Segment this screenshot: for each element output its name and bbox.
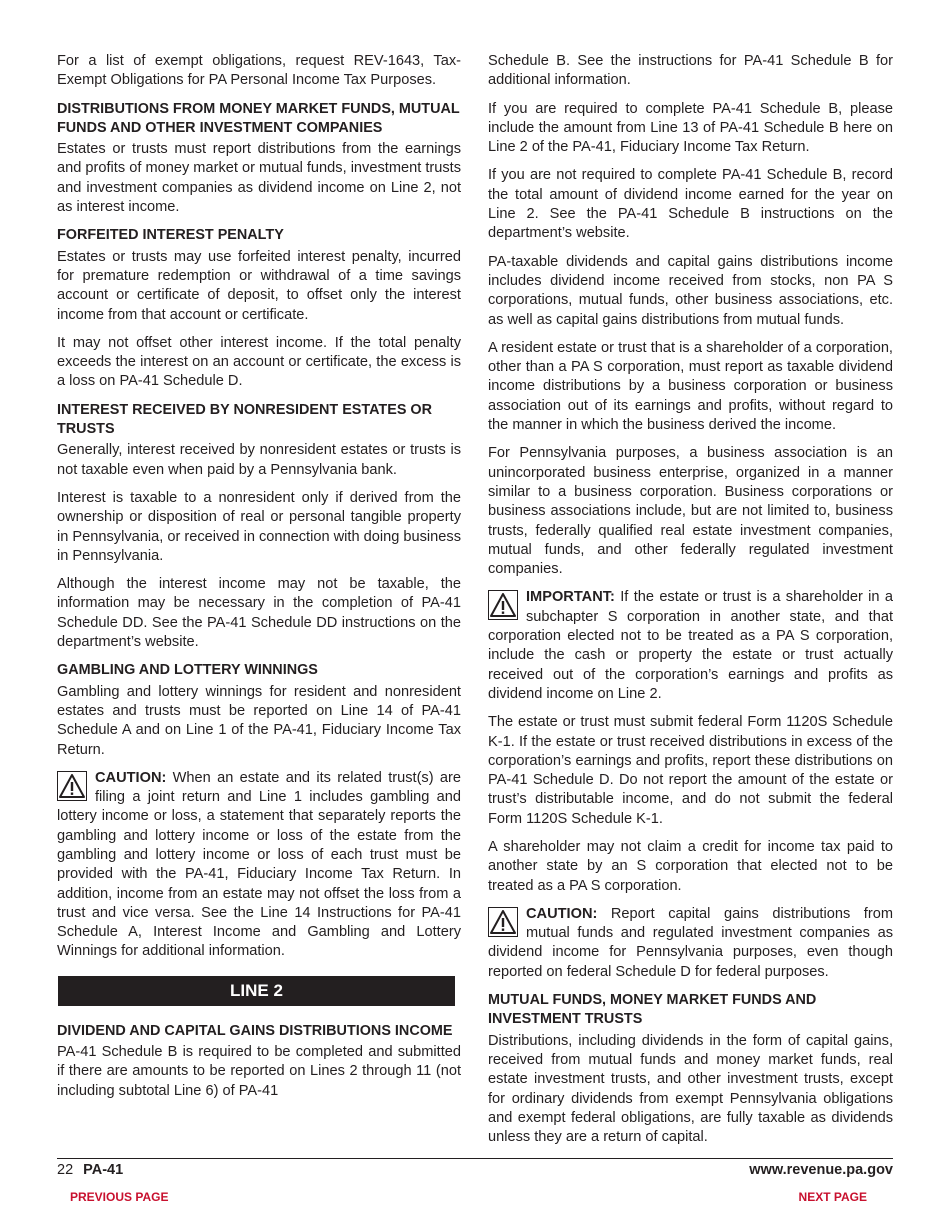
- warning-triangle-icon: [488, 590, 518, 620]
- form-1120s-paragraph: The estate or trust must submit federal Form 1120S Schedule K-1. If the estate or trust received distributions in excess of the corporation’s earnings and profits, report these distributions on PA-41 Schedule D. Do not report the amount of the estate or trust’s distributable income, and do not submit the federal Form 1120S Schedule K-1.: [488, 714, 893, 827]
- heading-nonresident-interest: INTEREST RECEIVED BY NONRESIDENT ESTATES OR TRUSTS: [57, 401, 433, 438]
- caution-label: CAUTION:: [526, 905, 598, 922]
- schedule-b-not-required-paragraph: If you are not required to complete PA-41 Schedule B, record the total amount of dividend income earned for the year on Line 2. See the PA-41 Schedule B instructions on the department’s website.: [488, 167, 893, 242]
- heading-forfeited-interest: FORFEITED INTEREST PENALTY: [57, 227, 284, 244]
- footer-website: www.revenue.pa.gov: [749, 1162, 893, 1178]
- heading-money-market-distributions: DISTRIBUTIONS FROM MONEY MARKET FUNDS, MUTUAL FUNDS AND OTHER INVESTMENT COMPANIES: [57, 100, 460, 136]
- warning-triangle-icon: [57, 771, 87, 801]
- money-market-paragraph: Estates or trusts must report distributions from the earnings and profits of money market or mutual funds, investment trusts and investment companies as dividend income on Line 2, not as interest income.: [57, 141, 461, 216]
- important-label: IMPORTANT:: [526, 589, 615, 606]
- left-column: [57, 52, 461, 1110]
- nonresident-paragraph-1: Generally, interest received by nonresident estates or trusts is not taxable even when paid by a Pennsylvania bank.: [57, 442, 461, 478]
- next-page-link[interactable]: NEXT PAGE: [798, 1190, 867, 1204]
- nonresident-paragraph-2: Interest is taxable to a nonresident only if derived from the ownership or disposition of real or personal tangible property in Pennsylvania, or received in connection with doing business in Pennsylvania.: [57, 489, 462, 564]
- heading-gambling-lottery: GAMBLING AND LOTTERY WINNINGS: [57, 662, 318, 679]
- business-association-paragraph: For Pennsylvania purposes, a business association is an unincorporated business enterprise, organized in a manner similar to a business corporation. Business corporations or business associations include, but are not limited to, business trusts, federally qualified real estate investment companies, mutual funds, and other federally regulated investment companies.: [488, 445, 893, 578]
- nonresident-paragraph-3: Although the interest income may not be taxable, the information may be necessary in the completion of PA-41 Schedule DD. See the PA-41 Schedule DD instructions on the department’s website.: [57, 576, 461, 651]
- heading-mutual-funds-trusts: MUTUAL FUNDS, MONEY MARKET FUNDS AND INVESTMENT TRUSTS: [488, 992, 817, 1028]
- forfeited-paragraph-2: It may not offset other interest income. If the total penalty exceeds the interest on an account or certificate, the excess is a loss on PA-41 Schedule D.: [57, 334, 461, 390]
- right-column: [488, 52, 893, 1156]
- gambling-paragraph: Gambling and lottery winnings for resident and nonresident estates and trusts must be reported on Line 14 of PA-41 Schedule A and on Line 1 of the PA-41, Fiduciary Income Tax Return.: [57, 683, 461, 758]
- important-text: If the estate or trust is a shareholder in a subchapter S corporation in another state, and that corporation elected not to be treated as a PA S corporation, include the cash or property the estate or trust actually received out of the corporation’s earnings and profits as dividend income on Line 2.: [488, 589, 893, 702]
- caution-label: CAUTION:: [95, 769, 167, 786]
- pa-taxable-dividends-paragraph: PA-taxable dividends and capital gains distributions income includes dividend income received from stocks, non PA S corporations, mutual funds, other business associations, etc. as well as capital gains distributions from mutual funds.: [488, 253, 893, 328]
- important-note-s-corporation: [488, 588, 893, 704]
- warning-triangle-icon: [488, 907, 518, 937]
- caution-text: Report capital gains distributions from mutual funds and regulated investment companies as dividend income for Pennsylvania purposes, even though reported on federal Schedule D for federal purposes.: [488, 905, 893, 980]
- dividend-paragraph: PA-41 Schedule B is required to be completed and submitted if there are amounts to be reported on Lines 2 through 11 (not including subtotal Line 6) of PA-41: [57, 1044, 461, 1099]
- schedule-b-required-paragraph: If you are required to complete PA-41 Schedule B, please include the amount from Line 13 of PA-41 Schedule B here on Line 2 of the PA-41, Fiduciary Income Tax Return.: [488, 100, 893, 156]
- shareholder-credit-paragraph: A shareholder may not claim a credit for income tax paid to another state by an S corporation that elected not to be treated as a PA S corporation.: [488, 838, 893, 894]
- exempt-obligations-paragraph: For a list of exempt obligations, request REV-1643, Tax-Exempt Obligations for PA Personal Income Tax Purposes.: [57, 53, 461, 89]
- mutual-funds-paragraph: Distributions, including dividends in the form of capital gains, received from mutual funds and money market funds, real estate investment trusts, and other investment trusts, except for ordinary dividends from exempt Pennsylvania obligations and exempt federal obligations, are fully taxable as dividends unless they are a return of capital.: [488, 1032, 893, 1146]
- heading-dividend-capital-gains: DIVIDEND AND CAPITAL GAINS DISTRIBUTIONS INCOME: [57, 1022, 453, 1039]
- line-2-banner: LINE 2: [58, 976, 455, 1006]
- page-number: 22: [57, 1162, 74, 1178]
- forfeited-paragraph-1: Estates or trusts may use forfeited interest penalty, incurred for premature redemption or withdrawal of a time savings account or certificate of deposit, to offset only the interest income from that account or certificate.: [57, 248, 461, 323]
- resident-shareholder-paragraph: A resident estate or trust that is a shareholder of a corporation, other than a PA S corporation, must report as taxable dividend income distributions by a business corporation or business association out of its earnings and profits, without regard to the manner in which the business derived the income.: [488, 339, 893, 434]
- caution-note-joint-return: [57, 769, 461, 962]
- caution-text: When an estate and its related trust(s) are filing a joint return and Line 1 includes gambling and lottery income or loss, a statement that separately reports the gambling and lottery income or loss of the estate from the gambling and lottery income or loss of each trust must be provided with the PA-41, Fiduciary Income Tax Return. In addition, income from an estate may not offset the loss from a trust and vice versa. See the Line 14 Instructions for PA-41 Schedule A, Interest Income and Gambling and Lottery Winnings for additional information.: [57, 769, 461, 960]
- footer-divider: [57, 1158, 893, 1159]
- previous-page-link[interactable]: PREVIOUS PAGE: [70, 1190, 169, 1204]
- document-name: PA-41: [83, 1162, 124, 1178]
- schedule-b-instructions-paragraph: Schedule B. See the instructions for PA-41 Schedule B for additional information.: [488, 53, 893, 89]
- caution-note-capital-gains: [488, 905, 893, 982]
- footer-page-info: [57, 1162, 123, 1178]
